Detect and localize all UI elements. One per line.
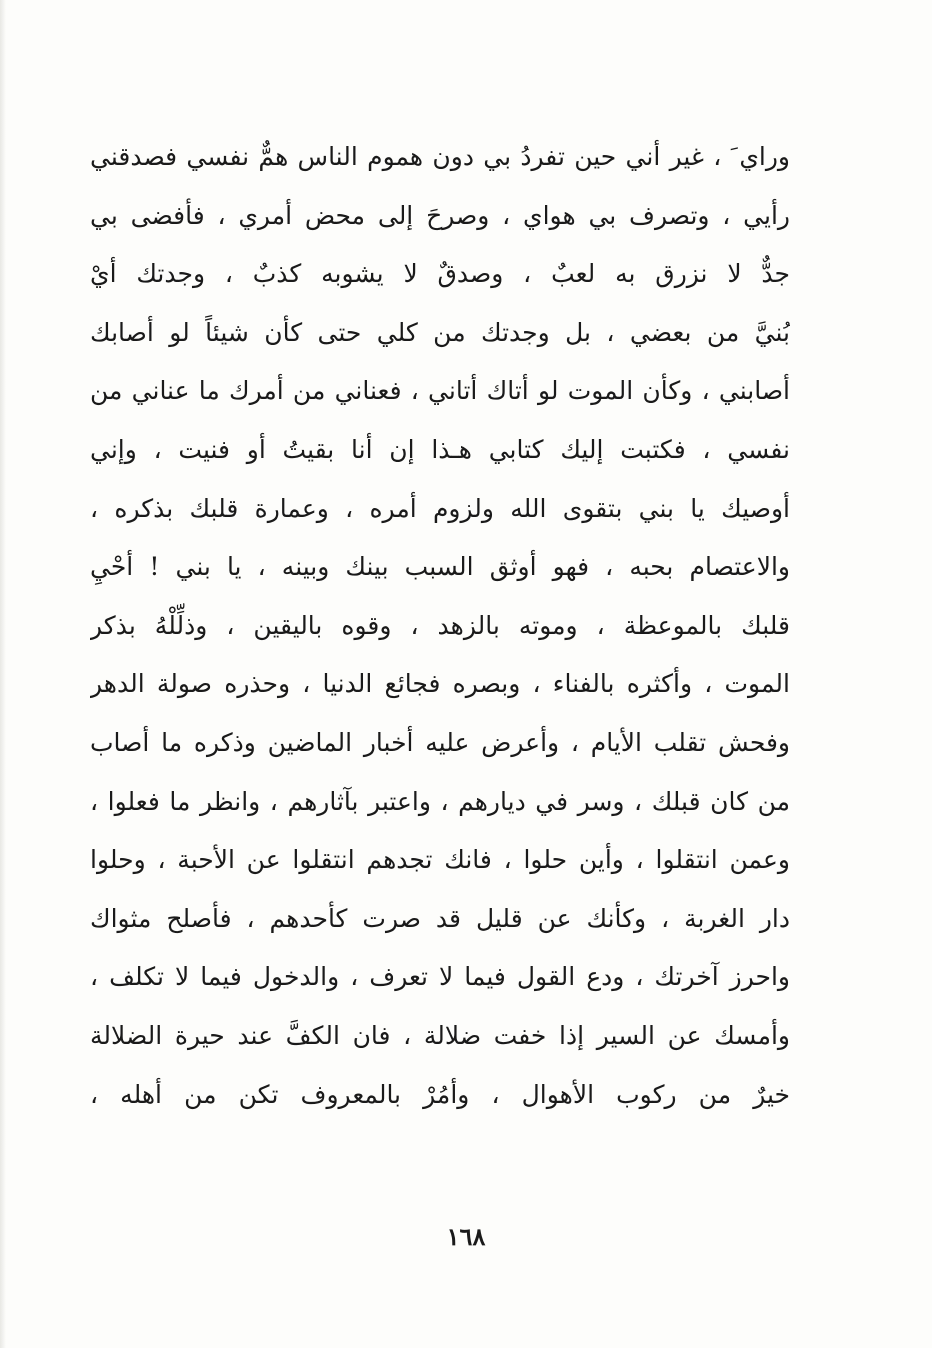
text-line: خيرٌ من ركوب الأهوال ، وأمُرْ بالمعروف تكن من أهله ، [90, 1079, 790, 1109]
text-line: من كان قبلك ، وسر في ديارهم ، واعتبر بآثارهم ، وانظر ما فعلوا ، [90, 786, 790, 816]
text-line: الموت ، وأكثره بالفناء ، وبصره فجائع الدنيا ، وحذره صولة الدهر [90, 669, 790, 699]
text-line: وراي َ ، غير أني حين تفردُ بي دون هموم الناس همٌّ نفسي فصدقني [90, 142, 790, 171]
text-line: أصابني ، وكأن الموت لو أتاك أتاني ، فعناني من أمرك ما عناني من [90, 376, 790, 406]
text-line: وعمن انتقلوا ، وأين حلوا ، فانك تجدهم انتقلوا عن الأحبة ، وحلوا [90, 845, 790, 875]
page-binding-edge [0, 0, 6, 1348]
text-line: واحرز آخرتك ، ودع القول فيما لا تعرف ، والدخول فيما لا تكلف ، [90, 962, 790, 992]
text-line: والاعتصام بحبه ، فهو أوثق السبب بينك وبينه ، يا بني ! أحْيِ [90, 552, 790, 582]
text-line: أوصيك يا بني بتقوى الله ولزوم أمره ، وعمارة قلبك بذكره ، [90, 493, 790, 523]
text-line: بُنيَّ من بعضي ، بل وجدتك من كلي حتى كأن شيئاً لو أصابك [90, 317, 790, 347]
text-line: جدٌّ لا نزرق به لعبٌ ، وصدقٌ لا يشوبه كذبٌ ، وجدتك أيْ [90, 259, 790, 289]
text-line: قلبك بالموعظة ، وموته بالزهد ، وقوه باليقين ، وذلِّلْهُ بذكر [90, 610, 790, 640]
text-line: وأمسك عن السير إذا خفت ضلالة ، فان الكفَّ عند حيرة الضلالة [90, 1020, 790, 1050]
body-text [90, 128, 790, 1124]
text-line: رأيي ، وتصرف بي هواي ، وصرحَ إلى محض أمري ، فأفضى بي [90, 200, 790, 230]
text-line: دار الغربة ، وكأنك عن قليل قد صرت كأحدهم ، فأصلح مثواك [90, 903, 790, 933]
text-line: نفسي ، فكتبت إليك كتابي هـذا إن أنا بقيتُ أو فنيت ، وإني [90, 434, 790, 464]
text-line: وفحش تقلب الأيام ، وأعرض عليه أخبار الماضين وذكره ما أصاب [90, 727, 790, 757]
page-number: ١٦٨ [446, 1222, 486, 1251]
